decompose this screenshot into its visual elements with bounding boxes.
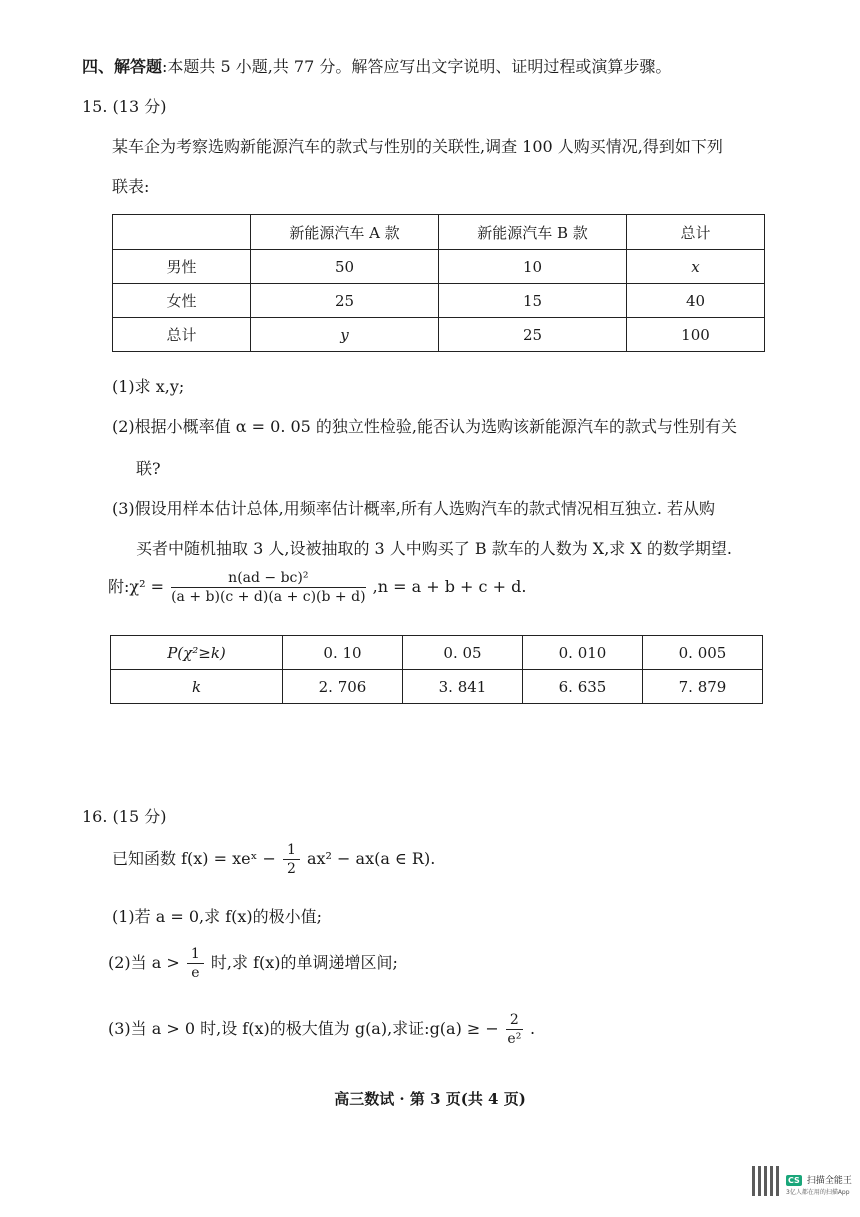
table-cell: 6. 635 <box>523 670 643 704</box>
q16-part3-fraction <box>506 1012 523 1047</box>
fraction-numerator: 1 <box>283 842 300 860</box>
qr-code-icon <box>752 1166 782 1196</box>
table-cell: 50 <box>251 250 439 284</box>
formula-suffix: ,n = a + b + c + d. <box>372 577 527 596</box>
table-header-row <box>113 215 765 250</box>
table-cell: 女性 <box>113 284 251 318</box>
q16-part2-fraction <box>187 946 204 981</box>
table-cell: 25 <box>439 318 627 352</box>
fraction-denominator: e² <box>507 1031 522 1047</box>
table-row <box>113 250 765 284</box>
q15-part1: (1)求 x,y; <box>112 377 185 396</box>
table-row <box>111 670 763 704</box>
table-cell: 总计 <box>113 318 251 352</box>
table-cell: 男性 <box>113 250 251 284</box>
q15-intro-line1: 某车企为考察选购新能源汽车的款式与性别的关联性,调查 100 人购买情况,得到如下列 <box>112 137 723 156</box>
scanner-watermark <box>786 1168 852 1196</box>
critical-value-table <box>110 635 763 704</box>
table-cell: 0. 005 <box>643 636 763 670</box>
q15-part3-line2: 买者中随机抽取 3 人,设被抽取的 3 人中购买了 B 款车的人数为 X,求 X 的数学期望. <box>136 539 732 558</box>
table-cell: 0. 010 <box>523 636 643 670</box>
table-cell: 15 <box>439 284 627 318</box>
table-row <box>113 318 765 352</box>
q16-intro <box>112 842 435 877</box>
section-title: 四、解答题 <box>82 57 163 76</box>
table-header-cell: 新能源汽车 A 款 <box>251 215 439 250</box>
contingency-table <box>112 214 765 352</box>
q16-part2-suffix: 时,求 f(x)的单调递增区间; <box>210 953 398 972</box>
fraction-denominator: e <box>191 965 200 981</box>
formula-denominator: (a + b)(c + d)(a + c)(b + d) <box>171 589 366 605</box>
q15-part2-line1: (2)根据小概率值 α = 0. 05 的独立性检验,能否认为选购该新能源汽车的款式与性别有关 <box>112 417 738 436</box>
q15-intro-line2: 联表: <box>112 177 150 196</box>
table-cell: 25 <box>251 284 439 318</box>
q15-part2-line2: 联? <box>136 459 161 478</box>
q15-number: 15. (13 分) <box>82 97 167 116</box>
fraction-numerator: 1 <box>187 946 204 964</box>
table-header-cell: 新能源汽车 B 款 <box>439 215 627 250</box>
scanner-subtitle: 3亿人都在用的扫描App <box>786 1189 850 1196</box>
q16-number: 16. (15 分) <box>82 807 167 826</box>
formula-numerator: n(ad − bc)² <box>171 570 365 588</box>
table-cell: 10 <box>439 250 627 284</box>
page-footer: 高三数试 · 第 3 页(共 4 页) <box>334 1090 526 1108</box>
q16-intro-prefix: 已知函数 f(x) = xeˣ − <box>112 849 276 868</box>
section-heading <box>82 54 671 77</box>
q16-part2 <box>108 946 398 981</box>
table-header-cell: 总计 <box>627 215 765 250</box>
q15-part3-line1: (3)假设用样本估计总体,用频率估计概率,所有人选购汽车的款式情况相互独立. 若从购 <box>112 499 716 518</box>
q16-part3 <box>108 1012 535 1047</box>
table-cell: y <box>251 318 439 352</box>
table-cell: 100 <box>627 318 765 352</box>
cs-logo-icon: CS <box>788 1176 800 1185</box>
table-cell: 0. 10 <box>283 636 403 670</box>
table-row <box>113 284 765 318</box>
section-desc: :本题共 5 小题,共 77 分。解答应写出文字说明、证明过程或演算步骤。 <box>162 57 672 76</box>
table-cell: k <box>111 670 283 704</box>
table-header-cell <box>113 215 251 250</box>
table-cell: x <box>627 250 765 284</box>
q16-part3-prefix: (3)当 a > 0 时,设 f(x)的极大值为 g(a),求证:g(a) ≥ − <box>108 1019 499 1038</box>
formula-fraction <box>171 570 365 605</box>
q16-intro-suffix: ax² − ax(a ∈ R). <box>306 849 436 868</box>
q16-intro-fraction <box>283 842 300 877</box>
q16-part2-prefix: (2)当 a > <box>108 953 180 972</box>
table-cell: 2. 706 <box>283 670 403 704</box>
formula-prefix: 附:χ² = <box>108 577 164 596</box>
chi-square-formula <box>108 570 526 605</box>
q16-part1: (1)若 a = 0,求 f(x)的极小值; <box>112 907 323 926</box>
table-cell: 3. 841 <box>403 670 523 704</box>
q16-part3-suffix: . <box>529 1019 536 1038</box>
table-cell: 0. 05 <box>403 636 523 670</box>
scanner-name: 扫描全能王 <box>806 1176 852 1186</box>
fraction-denominator: 2 <box>286 861 296 877</box>
table-cell: 40 <box>627 284 765 318</box>
table-cell: P(χ²≥k) <box>111 636 283 670</box>
fraction-numerator: 2 <box>506 1012 523 1030</box>
table-row <box>111 636 763 670</box>
table-cell: 7. 879 <box>643 670 763 704</box>
